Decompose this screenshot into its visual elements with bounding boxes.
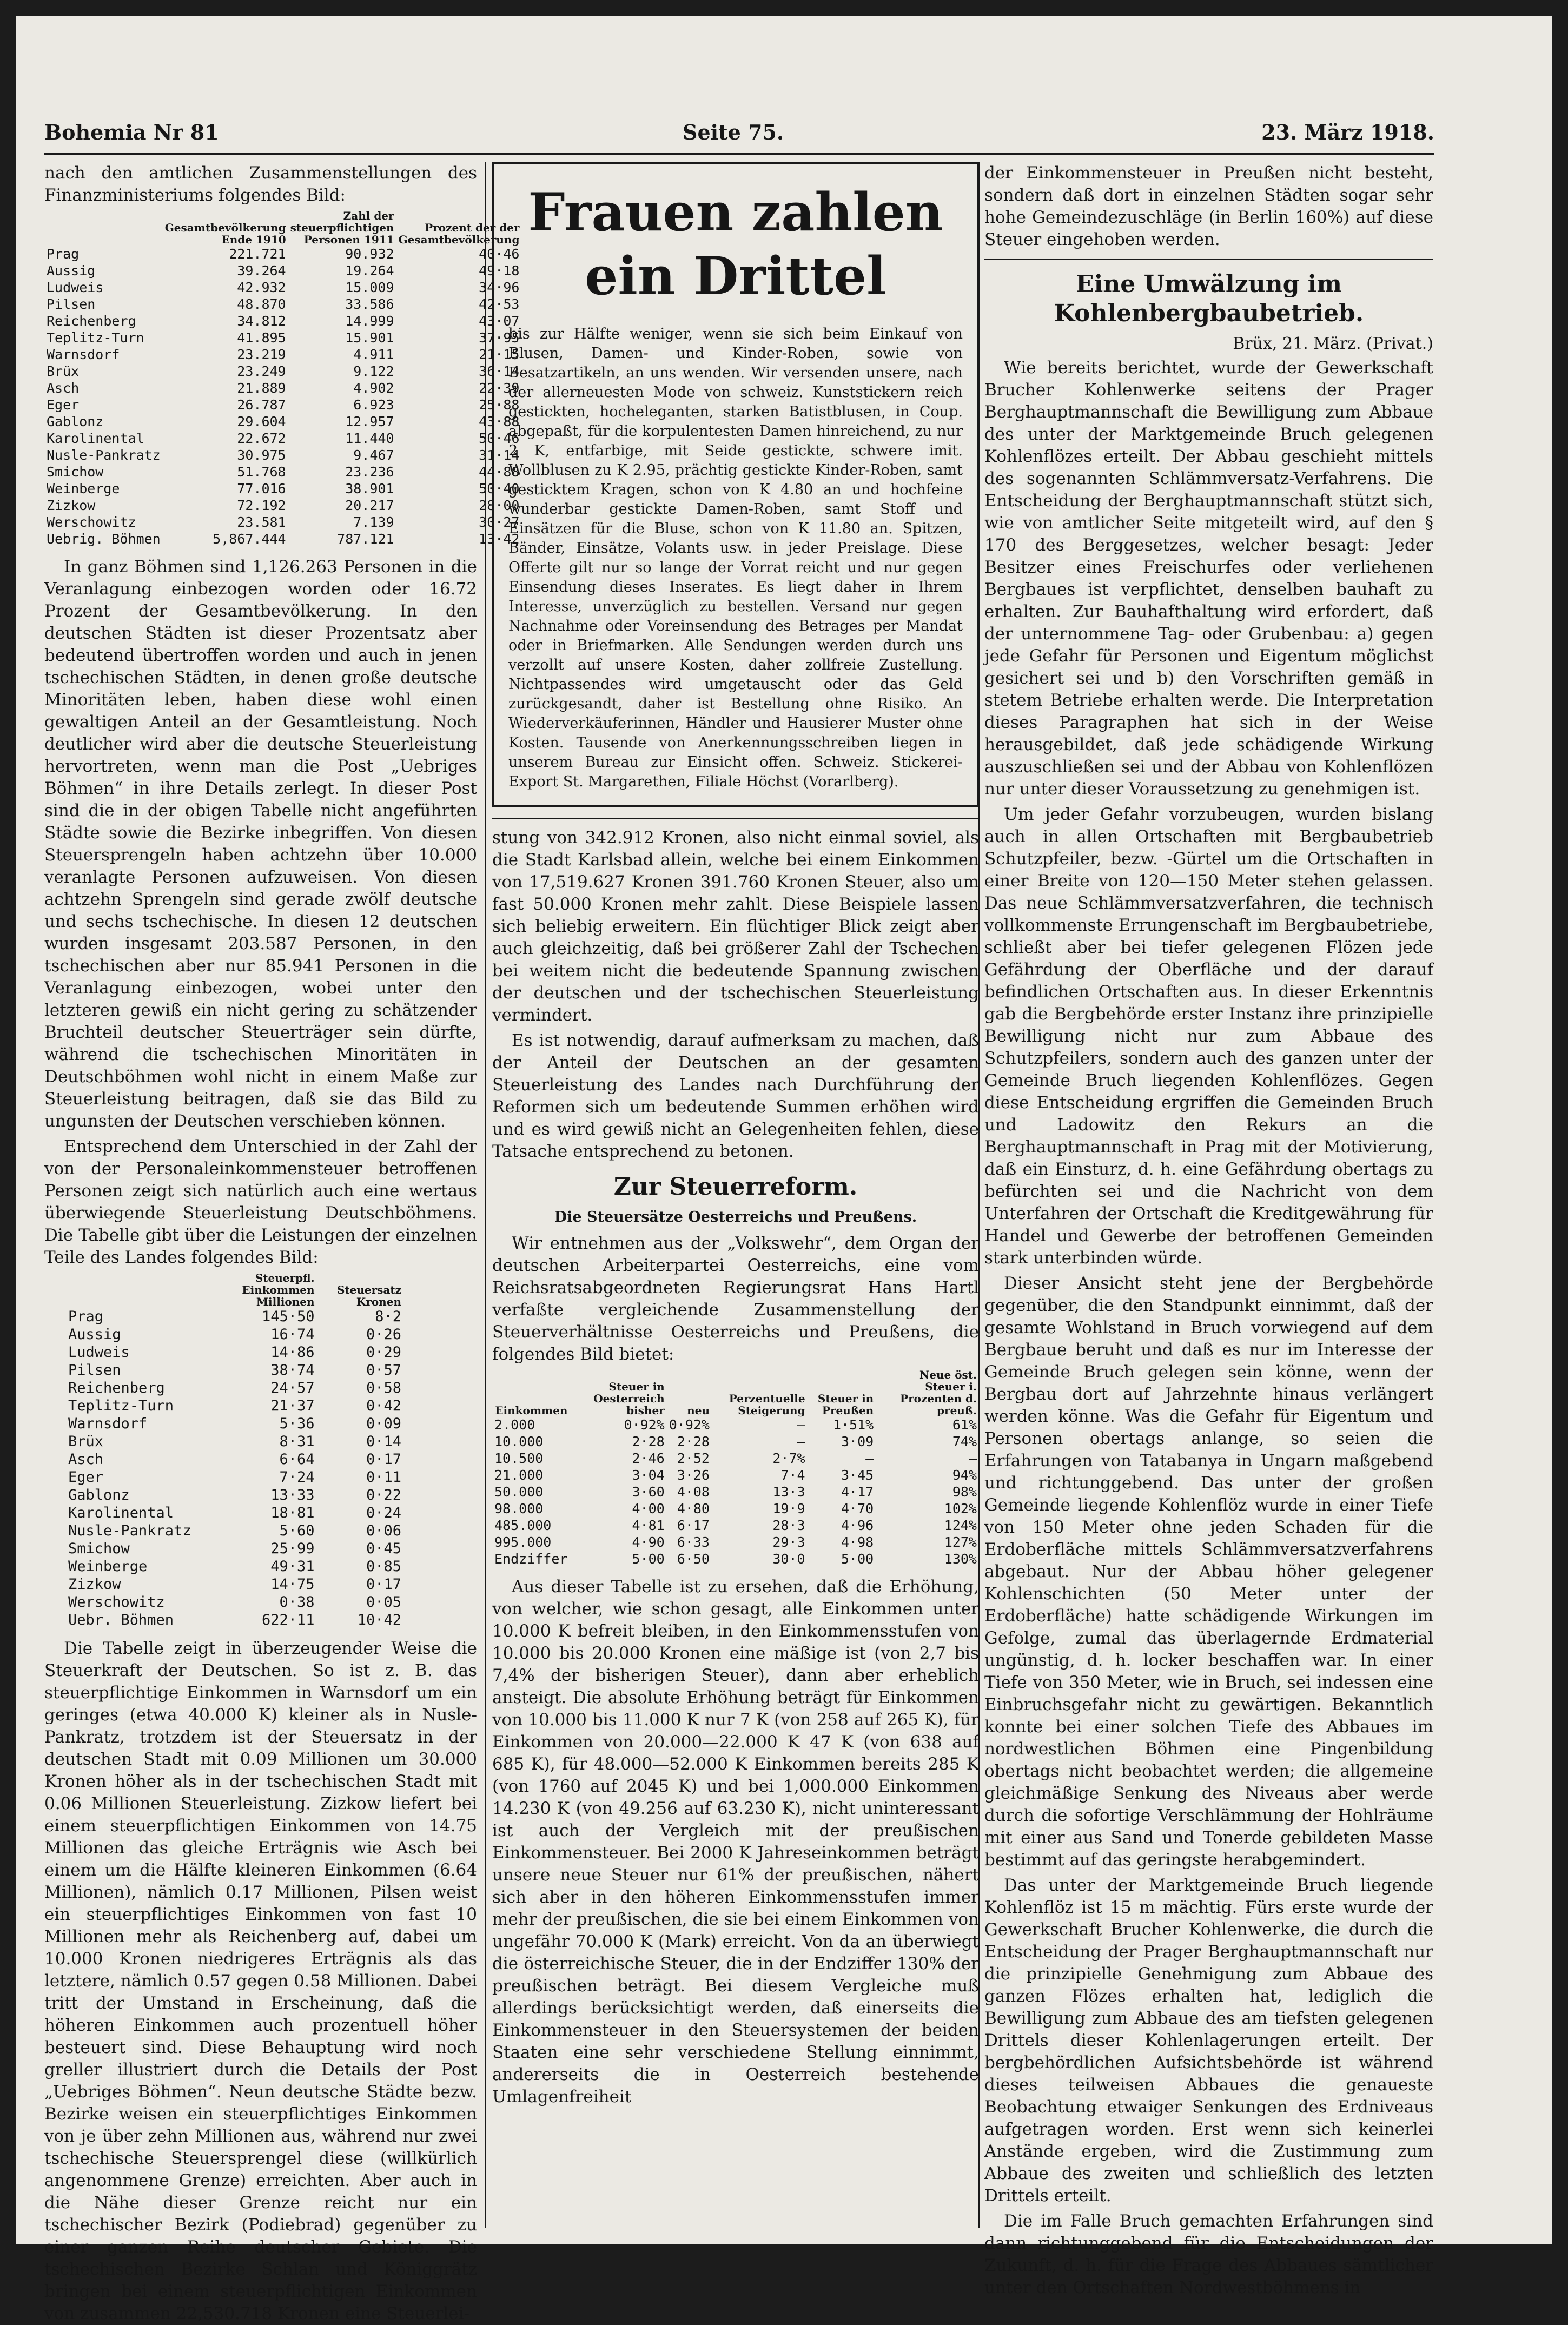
tax-comparison-table-row (492, 1433, 979, 1450)
income-table-cell: 8·2 (375, 1308, 401, 1325)
col2-paragraph-cont: stung von 342.912 Kronen, also nicht einmal soviel, als die Stadt Karlsbad allein, welche bei einem Einkommen von 17,519.627 Kronen 391.760 Kronen Steuer, also um fast 50.000 Kronen mehr zahlt. Diese Beispiele lassen sich beliebig erweitern. Ein flüchtiger Blick zeigt aber auch gleichzeitig, daß bei größerer Zahl der Tschechen bei weitem nicht die bedeutende Spannung zwischen der deutschen und der tschechischen Steuerleistung vermindert. (492, 828, 979, 1025)
header-rule (44, 153, 1434, 155)
income-table-body (66, 1308, 403, 1629)
income-table-cell: 145·50 (262, 1308, 315, 1325)
t1-h1: Gesamtbevölkerung Ende 1910 (164, 221, 286, 246)
income-table-cell: 21·37 (270, 1397, 315, 1414)
income-table-cell: Brüx (68, 1433, 104, 1450)
income-table-row (66, 1468, 403, 1486)
income-table-cell: Reichenberg (68, 1380, 165, 1396)
population-table-cell: 49·18 (479, 263, 520, 279)
population-table-cell: 41.895 (237, 330, 286, 346)
population-table-cell: 4.902 (353, 380, 394, 396)
population-table-cell: 51.768 (237, 464, 286, 480)
income-table-cell: 0·09 (366, 1415, 401, 1432)
population-table-cell: 6.923 (353, 397, 394, 413)
t2-h2: Steuersatz Kronen (336, 1283, 401, 1308)
col2-paragraph-cont-2: Es ist notwendig, darauf aufmerksam zu machen, daß der Anteil der Deutschen an der gesamten Steuerleistung des Landes nach Durchführung der Reformen sich um bedeutende Summen erhöhen wird und es wird gewiß nicht an Gelegenheiten fehlen, diese Tatsache entsprechend zu betonen. (492, 1031, 979, 1161)
population-table-cell: 26.787 (237, 397, 286, 413)
tax-comparison-table-cell: 3·45 (841, 1467, 874, 1483)
population-table-body (44, 246, 521, 547)
tax-comparison-table-cell: 4·90 (632, 1534, 665, 1550)
population-table-cell: 29.604 (237, 414, 286, 429)
tax-comparison-table-cell: 6·17 (677, 1518, 710, 1533)
t3-h3: Perzentuelle Steigerung (729, 1392, 805, 1417)
tax-comparison-table-cell: 5·00 (632, 1551, 665, 1567)
population-table-cell: 21·15 (479, 347, 520, 362)
tax-comparison-table-cell: 10.500 (494, 1450, 544, 1466)
population-table-cell: 9.122 (353, 363, 394, 379)
column-3 (984, 162, 1433, 2297)
population-table-cell: 23.581 (237, 514, 286, 530)
section-subtitle: Die Steuersätze Oesterreichs und Preußens. (554, 1209, 917, 1226)
tax-comparison-table-cell: 4·80 (677, 1501, 710, 1516)
section-heading-steuerreform: Zur Steuerreform. (613, 1173, 858, 1201)
income-table-row (66, 1450, 403, 1468)
population-table-cell: 13·42 (479, 531, 520, 547)
col1-paragraph-3: Die Tabelle zeigt in überzeugender Weise die Steuerkraft der Deutschen. So ist z. B. das steuerpflichtige Einkommen in Warnsdorf um ein geringes (etwa 40.000 K) kleiner als in Nusle-Pankratz, trotzdem ist der Steuersatz in der deutschen Stadt mit 0.09 Millionen um 30.000 Kronen höher als in der tschechischen Stadt mit 0.06 Millionen Steuerleistung. Zizkow liefert bei einem steuerpflichtigen Einkommen von 14.75 Millionen das gleiche Erträgnis wie Asch bei einem um die Hälfte kleineren Einkommen (6.64 Millionen), nämlich 0.17 Millionen, Pilsen weist ein steuerpflichtiges Einkommen von fast 10 Millionen mehr als Reichenberg auf, dabei um 10.000 Kronen niedrigeres Erträgnis als das letztere, nämlich 0.57 gegen 0.58 Millionen. Dabei tritt der Umstand in Erscheinung, daß die höheren Einkommen auch prozentuell höher besteuert sind. Diese Behauptung wird noch greller illustriert durch die Details der Post „Uebriges Böhmen“. Neun deutsche Städte bezw. Bezirke weisen ein steuerpflichtiges Einkommen von je über zehn Millionen aus, während nur zwei tschechische Steuersprengel diese (willkürlich angenommene Grenze) erreichten. Aber auch in die Nähe dieser Grenze reicht nur ein tschechischer Bezirk (Podiebrad) gegenüber zu einer ganzen Reihe deutscher Gebiete. Die tschechischen Bezirke Schlan und Königgrätz bringen bei einem steuerpflichtigen Einkommen von zusammen 22,530.718 Kronen eine Steuerlei- (44, 1639, 477, 2323)
tax-comparison-table-cell: — (865, 1450, 874, 1466)
population-table-cell: 221.721 (229, 246, 286, 262)
t2-h1: Steuerpfl. Einkommen Millionen (242, 1271, 315, 1308)
income-table-row (66, 1361, 403, 1379)
tax-comparison-table-cell: 0·92% (669, 1417, 710, 1433)
income-table-cell: Gablonz (68, 1487, 130, 1503)
tax-comparison-table-cell: 5·00 (841, 1551, 874, 1567)
population-table-cell: Asch (47, 380, 80, 396)
col3-paragraph-2: Um jeder Gefahr vorzubeugen, wurden bislang auch in allen Ortschaften mit Bergbaubetrieb Schutzpfeiler, bezw. -Gürtel um die Ortschaften in einer Breite von 120—150 Meter stehen gelassen. Das neue Schlämmversatzverfahren, die technisch vollkommenste Errungenschaft im Bergbaubetriebe, schließt aber bei tiefer gelegenen Flözen jede Gefährdung der Oberfläche und der darauf befindlichen Ortschaften aus. In dieser Erkenntnis gab die Bergbehörde erster Instanz ihre prinzipielle Bewilligung nicht nur zum Abbaue des Schutzpfeilers, sondern auch des ganzen unter der Gemeinde Bruch liegenden Kohlenflözes. Gegen diese Entscheidung ergriffen die Gemeinden Bruch und Ladowitz den Rekurs an die Berghauptmannschaft in Prag mit der Motivierung, daß ein Einsturz, d. h. eine Gefährdung obertags zu befürchten sei und die Nachricht von dem Unterfahren der Ortschaft die Kreditgewährung für Handel und Gewerbe der betroffenen Gemeinden stark unterbinden würde. (984, 805, 1433, 1268)
income-table-cell: 5·60 (279, 1522, 315, 1539)
income-table-cell: 5·36 (279, 1415, 315, 1432)
population-table-cell: 21.889 (237, 380, 286, 396)
income-table-row (66, 1593, 403, 1611)
population-table-cell: 5,867.444 (213, 531, 286, 547)
tax-comparison-table-cell: 30·0 (772, 1551, 805, 1567)
population-table-cell: 23.219 (237, 347, 286, 362)
population-table-row (44, 514, 521, 531)
tax-comparison-table-cell: 4·08 (677, 1484, 710, 1500)
tax-comparison-table-cell: 4·98 (841, 1534, 874, 1550)
population-table-cell: Prag (47, 246, 80, 262)
income-table-cell: 0·26 (366, 1326, 401, 1343)
tax-comparison-table-cell: 4·17 (841, 1484, 874, 1500)
population-table-cell: 20.217 (345, 498, 394, 513)
page-header (44, 114, 1434, 148)
tax-comparison-table-cell: 2·28 (677, 1434, 710, 1449)
income-table-row (66, 1397, 403, 1415)
col3-paragraph-1: Wie bereits berichtet, wurde der Gewerkschaft Brucher Kohlenwerke seitens der Prager Berghauptmannschaft die Bewilligung zum Abbaue des unter der Marktgemeinde Bruch gelegenen Kohlenflözes erteilt. Der Abbau geschieht mittels des sogenannten Schlämmversatz-Verfahrens. Die Entscheidung der Berghauptmannschaft stützt sich, wie von amtlicher Seite mitgeteilt wird, auf den § 170 des Berggesetzes, welcher besagt: Jeder Besitzer eines Freischurfes oder verliehenen Bergbaues ist verpflichtet, denselben bauhaft zu erhalten. Zur Bauhafthaltung wird erfordert, daß der unternommene Tag- oder Grubenbau: a) gegen jede Gefahr für Personen und Eigentum möglichst gesichert sei und b) den Vorschriften gemäß in stetem Betriebe erhalten werde. Die Interpretation dieses Paragraphen hat sich in der Weise herausgebildet, daß jede schädigende Wirkung auszuschließen sei und der Abbau von Kohlenflözen nur unter dieser Voraussetzung zu genehmigen ist. (984, 358, 1433, 799)
population-table-row (44, 346, 521, 363)
income-table-row (66, 1326, 403, 1343)
tax-comparison-table (492, 1369, 979, 1567)
population-table-cell: Reichenberg (47, 313, 136, 329)
population-table-cell: 34.812 (237, 313, 286, 329)
tax-comparison-table-cell: 98% (952, 1484, 977, 1500)
tax-comparison-table-cell: 3·60 (632, 1484, 665, 1500)
population-table-cell: Aussig (47, 263, 96, 279)
income-table-row (66, 1575, 403, 1593)
tax-comparison-table-cell: 6·33 (677, 1534, 710, 1550)
tax-comparison-table-cell: 4·81 (632, 1518, 665, 1533)
population-table-cell: Karolinental (47, 430, 144, 446)
population-table-cell: 72.192 (237, 498, 286, 513)
population-table-cell: 43·88 (479, 414, 520, 429)
population-table-cell: 11.440 (345, 430, 394, 446)
population-table-cell: 19.264 (345, 263, 394, 279)
income-table-cell: Ludweis (68, 1344, 130, 1361)
population-table-cell: 12.957 (345, 414, 394, 429)
tax-comparison-table-row (492, 1534, 979, 1551)
t3-h0: Einkommen (495, 1404, 568, 1417)
income-table-cell: Karolinental (68, 1505, 174, 1521)
t3-h1: Steuer in Oesterreich bisher (593, 1380, 665, 1417)
tax-comparison-table-cell: 29·3 (772, 1534, 805, 1550)
population-table-cell: Teplitz-Turn (47, 330, 144, 346)
income-table-cell: 0·17 (366, 1451, 401, 1468)
income-table-cell: 38·74 (270, 1362, 315, 1379)
tax-comparison-table-cell: 3·26 (677, 1467, 710, 1483)
tax-comparison-table-cell: 3·09 (841, 1434, 874, 1449)
income-table-cell: 18·81 (270, 1505, 315, 1521)
income-table-cell: 0·85 (366, 1558, 401, 1575)
income-table-cell: Aussig (68, 1326, 121, 1343)
population-table-cell: 33.586 (345, 296, 394, 312)
tax-comparison-table-cell: 4·96 (841, 1518, 874, 1533)
population-table-cell: 23.236 (345, 464, 394, 480)
population-table-cell: 48.870 (237, 296, 286, 312)
population-table-cell: Ludweis (47, 280, 104, 295)
income-table-cell: 0·58 (366, 1380, 401, 1396)
income-table-cell: 0·57 (366, 1362, 401, 1379)
population-table-row (44, 380, 521, 396)
col3-paragraph-5: Die im Falle Bruch gemachten Erfahrungen sind dann richtunggebend für die Entscheidungen der Zukunft, d. h. für die Frage des Abbaues sämtlicher unter den Ortschaften Nordwestböhmens in (984, 2211, 1433, 2297)
section-heading-kohlenbergbau: Eine Umwälzung im Kohlenbergbaubetrieb. (1054, 270, 1364, 327)
tax-comparison-table-row (492, 1551, 979, 1567)
population-table-cell: 30·27 (479, 514, 520, 530)
tax-comparison-table-cell: 0·92% (624, 1417, 665, 1433)
t2-h0 (66, 1272, 194, 1308)
tax-comparison-table-cell: 6·50 (677, 1551, 710, 1567)
col3-separator (984, 259, 1433, 260)
col1-intro: nach den amtlichen Zusammenstellungen des Finanzministeriums folgendes Bild: (44, 163, 477, 205)
col1-paragraph-2: Entsprechend dem Unterschied in der Zahl der von der Personaleinkommensteuer betroffenen Personen zeigt sich natürlich auch eine wertaus überwiegende Steuerleistung Deutschböhmens. Die Tabelle gibt über die Leistungen der einzelnen Teile des Landes folgendes Bild: (44, 1137, 477, 1267)
tax-comparison-table-cell: 4·70 (841, 1501, 874, 1516)
tax-comparison-table-body (492, 1416, 979, 1567)
population-table-cell: 39.264 (237, 263, 286, 279)
population-table-cell: 50·40 (479, 481, 520, 496)
population-table-cell: 50·46 (479, 430, 520, 446)
income-table-cell: 0·14 (366, 1433, 401, 1450)
ad-text: bis zur Hälfte weniger, wenn sie sich beim Einkauf von Blusen, Damen- und Kinder-Roben, sowie von Besatzartikeln, an uns wenden. Wir versenden unsere, nach der allerneuesten Mode von schweiz. Kunststickern reich gestickten, hocheleganten, starken Batistblusen, in Coup. abgepaßt, für die korpulentesten Damen hinreichend, zu nur 2 K, entfarbige, mit Seide gestickte, schwere imit. Wollblusen zu K 2.95, prächtig gestickte Kinder-Roben, samt gesticktem Kragen, schon von K 4.80 an und hochfeine wunderbar gestickte Damen-Roben, samt Stoff und Einsätzen für die Bluse, schon von K 11.80 an. Spitzen, Bänder, Einsätze, Volants usw. in jeder Preislage. Diese Offerte gilt nur so lange der Vorrat reicht und nur gegen Einsendung dieses Inserates. Es liegt daher in Ihrem Interesse, unverzüglich zu bestellen. Versand nur gegen Nachnahme oder Voreinsendung des Betrages per Mandat oder in Briefmarken. Alle Sendungen werden durch uns verzollt auf unsere Kosten, daher zollfreie Zustellung. Nichtpassendes wird umgetauscht oder das Geld zurückgesandt, daher ist Bestellung ohne Risiko. An Wiederverkäuferinnen, Händler und Hausierer Muster ohne Kosten. Tausende von Anerkennungsschreiben liegen in unserem Bureau zur Einsicht offen. Schweiz. Stickerei-Export St. Margarethen, Filiale Höchst (Vorarlberg). (508, 326, 963, 790)
income-table-cell: 49·31 (270, 1558, 315, 1575)
tax-comparison-table-cell: 2.000 (494, 1417, 535, 1433)
income-table-cell: Teplitz-Turn (68, 1397, 174, 1414)
tax-comparison-table-cell: 19·9 (772, 1501, 805, 1516)
income-table-cell: Weinberge (68, 1558, 148, 1575)
tax-comparison-table-cell: 61% (952, 1417, 977, 1433)
income-table-cell: Uebr. Böhmen (68, 1612, 174, 1628)
tax-comparison-table-cell: 28·3 (772, 1518, 805, 1533)
income-table-row (66, 1540, 403, 1558)
population-table-cell: 15.009 (345, 280, 394, 295)
income-table-cell: Smichow (68, 1540, 130, 1557)
tax-comparison-table-cell: 2·46 (632, 1450, 665, 1466)
population-table-row (44, 396, 521, 413)
population-table-cell: 36·14 (479, 363, 520, 379)
t1-h3: Prozent der der Gesamtbevölkerung (398, 221, 520, 246)
tax-comparison-table-cell: 21.000 (494, 1467, 544, 1483)
tax-comparison-table-row (492, 1517, 979, 1534)
income-table-cell: 0·22 (366, 1487, 401, 1503)
col3-paragraph-3: Dieser Ansicht steht jene der Bergbehörde gegenüber, die den Standpunkt einnimmt, daß der gesamte Wohlstand in Bruch vorwiegend auf dem Bergbaue beruht und daß es nur im Interesse der Gemeinde Bruch gelegen sein könne, wenn der Bergbau dort auf Jahrzehnte hinaus verlängert werden könne. Was die Gefahr für Eigentum und Personen obertags anlange, so seien die Erfahrungen von Tatabanya in Ungarn maßgebend und richtunggebend. Das unter der großen Gemeinde liegende Kohlenflöz wurde in einer Tiefe von 150 Meter ohne jeden Schaden für die Erdoberfläche mittels Schlämmversatzverfahrens abgebaut. Nur der Abbau höher gelegener Kohlenschichten (50 Meter unter der Erdoberfläche) hatte schädigende Wirkungen im Gefolge, zumal das überlagernde Erdmaterial ungünstig, d. h. locker beschaffen war. In einer Tiefe von 350 Meter, wie in Bruch, sei indessen eine Einbruchsgefahr nicht zu gewärtigen. Bekanntlich konnte bei einer solchen Tiefe des Abbaues im nordwestlichen Böhmen eine Pingenbildung obertags nicht beobachtet werden; die allgemeine gleichmäßige Senkung des Niveaus aber werde durch die sofortige Verschlämmung der Hohlräume mit einer aus Sand und Tonerde gebildeten Masse bestimmt auf das geringste herabgemindert. (984, 1274, 1433, 1870)
population-table-row (44, 329, 521, 346)
population-table-cell: 4.911 (353, 347, 394, 362)
income-table-cell: 24·57 (270, 1380, 315, 1396)
header-page-number: Seite 75. (683, 120, 784, 144)
tax-comparison-table-row (492, 1416, 979, 1433)
header-publication: Bohemia Nr 81 (44, 120, 219, 144)
tax-comparison-table-row (492, 1500, 979, 1517)
tax-comparison-table-cell: 50.000 (494, 1484, 544, 1500)
income-table-cell: 13·33 (270, 1487, 315, 1503)
col1-paragraph-1: In ganz Böhmen sind 1,126.263 Personen in die Veranlagung einbezogen worden oder 16.72 Prozent der Gesamtbevölkerung. In den deutschen Städten ist dieser Prozentsatz aber bedeutend übertroffen worden und auch in jenen tschechischen Städten, in denen große deutsche Minoritäten leben, haben diese wohl einen gewaltigen Anteil an der Gesamtleistung. Noch deutlicher wird aber die deutsche Steuerleistung hervortreten, wenn man die Post „Uebriges Böhmen“ in ihre Details zerlegt. In dieser Post sind die in der obigen Tabelle nicht angeführten Städte sowie die Bezirke inbegriffen. Von diesen Steuersprengeln haben achtzehn über 10.000 veranlagte Personen aufzuweisen. Von diesen achtzehn Sprengeln sind gerade zwölf deutsche und sechs tschechische. In diesen 12 deutschen wurden insgesamt 203.587 Personen, in den tschechischen aber nur 85.941 Personen in die Veranlagung einbezogen, wobei unter den letzteren gewiß ein nicht gering zu schätzender Bruchteil deutscher Steuerträger sein dürfte, während die tschechischen Minoritäten in Deutschböhmen wohl nicht in einem Maße zur Steuerleistung beitragen, daß sie das Bild zu ungunsten der Deutschen verschieben können. (44, 557, 477, 1131)
t3-h2: neu (687, 1404, 710, 1417)
income-table-row (66, 1558, 403, 1575)
advertisement-box (492, 162, 979, 807)
income-table-row (66, 1379, 403, 1397)
income-table-cell: Pilsen (68, 1362, 121, 1379)
tax-comparison-table-cell: Endziffer (494, 1551, 568, 1567)
income-table-cell: Eger (68, 1469, 104, 1486)
income-table-cell: Werschowitz (68, 1594, 165, 1611)
income-table (66, 1272, 403, 1629)
col2-paragraph-4: Wir entnehmen aus der „Volkswehr“, dem Organ der deutschen Arbeiterpartei Oesterreichs, eine vom Reichsratsabgeordneten Regierungsrat Hans Hartl verfaßte vergleichende Zusammenstellung der Steuerverhältnisse Oesterreichs und Preußens, die folgendes Bild bietet: (492, 1234, 979, 1364)
population-table-cell: 37·95 (479, 330, 520, 346)
income-table-cell: 0·17 (366, 1576, 401, 1593)
t3-h5: Neue öst. Steuer i. Prozenten d. preuß. (900, 1368, 977, 1417)
income-table-cell: 0·38 (279, 1594, 315, 1611)
tax-comparison-table-cell: — (797, 1417, 805, 1433)
population-table-row (44, 480, 521, 497)
population-table-cell: 14.999 (345, 313, 394, 329)
income-table-cell: 7·24 (279, 1469, 315, 1486)
col3-paragraph-top: der Einkommensteuer in Preußen nicht besteht, sondern daß dort in einzelnen Städten sogar sehr hohe Gemeindezuschläge (in Berlin 160%) auf diese Steuer eingehoben werden. (984, 163, 1433, 249)
tax-comparison-table-row (492, 1483, 979, 1500)
income-table-cell: 0·42 (366, 1397, 401, 1414)
header-date: 23. März 1918. (1261, 120, 1434, 144)
income-table-row (66, 1504, 403, 1522)
tax-comparison-table-cell: 2·28 (632, 1434, 665, 1449)
population-table-row (44, 363, 521, 380)
population-table-cell: 28·00 (479, 498, 520, 513)
tax-comparison-table-cell: 98.000 (494, 1501, 544, 1516)
tax-comparison-table-cell: 4·00 (632, 1501, 665, 1516)
income-table-cell: Prag (68, 1308, 104, 1325)
income-table-cell: 0·24 (366, 1505, 401, 1521)
population-table-cell: 42.932 (237, 280, 286, 295)
population-table-row (44, 279, 521, 296)
population-table-cell: Pilsen (47, 296, 96, 312)
population-table-cell: Warnsdorf (47, 347, 120, 362)
income-table-cell: 16·74 (270, 1326, 315, 1343)
column-2 (492, 162, 979, 2228)
population-table-cell: 40·46 (479, 246, 520, 262)
tax-comparison-table-cell: 10.000 (494, 1434, 544, 1449)
population-table-row (44, 447, 521, 463)
population-table-row (44, 531, 521, 547)
tax-comparison-table-cell: 3·04 (632, 1467, 665, 1483)
dateline: Brüx, 21. März. (Privat.) (1233, 334, 1433, 353)
population-table-cell: 22·39 (479, 380, 520, 396)
income-table-cell: 0·05 (366, 1594, 401, 1611)
tax-comparison-table-cell: — (968, 1450, 977, 1466)
population-table-cell: 90.932 (345, 246, 394, 262)
tax-comparison-table-cell: 102% (944, 1501, 977, 1516)
col3-paragraph-4: Das unter der Marktgemeinde Bruch liegende Kohlenflöz ist 15 m mächtig. Fürs erste wurde der Gewerkschaft Brucher Kohlenwerke, die durch die Entscheidung der Prager Berghauptmannschaft nur die prinzipielle Genehmigung zum Abbaue des ganzen Flözes erhalten hat, lediglich die Bewilligung zum Abbaue des am tiefsten gelegenen Drittels dieser Kohlenlagerungen erteilt. Der bergbehördlichen Aufsichtsbehörde ist während dieses teilweisen Abbaues die genaueste Beobachtung etwaiger Senkungen des Erdniveaus aufgetragen worden. Erst wenn sich keinerlei Anstände ergeben, wird die Zustimmung zum Abbaue des zweiten und schließlich des letzten Drittels erteilt. (984, 1876, 1433, 2205)
population-table-cell: Eger (47, 397, 80, 413)
population-table-row (44, 497, 521, 514)
population-table-cell: Smichow (47, 464, 104, 480)
income-table-cell: 622·11 (262, 1612, 315, 1628)
income-table-row (66, 1343, 403, 1361)
population-table-cell: Gablonz (47, 414, 104, 429)
income-table-row (66, 1611, 403, 1629)
population-table-cell: 77.016 (237, 481, 286, 496)
population-table-row (44, 313, 521, 329)
population-table-cell: 44·88 (479, 464, 520, 480)
income-table-cell: 0·45 (366, 1540, 401, 1557)
population-table-cell: Uebrig. Böhmen (47, 531, 161, 547)
ad-headline: Frauen zahlen ein Drittel (528, 182, 943, 307)
population-table-cell: Weinberge (47, 481, 120, 496)
t1-h0 (44, 210, 163, 246)
tax-comparison-table-cell: 74% (952, 1434, 977, 1449)
population-table-cell: 25·88 (479, 397, 520, 413)
population-table-cell: 34·96 (479, 280, 520, 295)
tax-comparison-table-row (492, 1467, 979, 1483)
tax-comparison-table-cell: 124% (944, 1518, 977, 1533)
tax-comparison-table-cell: 13·3 (772, 1484, 805, 1500)
newspaper-page (16, 16, 1552, 2323)
population-table-row (44, 430, 521, 447)
tax-comparison-table-cell: 995.000 (494, 1534, 552, 1550)
t3-h4: Steuer in Preußen (817, 1392, 874, 1417)
population-table (44, 210, 521, 547)
income-table-row (66, 1486, 403, 1504)
population-table-row (44, 296, 521, 313)
income-table-cell: Zizkow (68, 1576, 121, 1593)
tax-comparison-table-cell: 2·7% (772, 1450, 805, 1466)
population-table-row (44, 262, 521, 279)
income-table-cell: 25·99 (270, 1540, 315, 1557)
population-table-row (44, 246, 521, 262)
population-table-cell: Zizkow (47, 498, 96, 513)
tax-comparison-table-cell: 7·4 (780, 1467, 805, 1483)
population-table-row (44, 463, 521, 480)
population-table-cell: Werschowitz (47, 514, 136, 530)
population-table-cell: 31·14 (479, 447, 520, 463)
population-table-cell: 43·07 (479, 313, 520, 329)
income-table-cell: 14·86 (270, 1344, 315, 1361)
col2-paragraph-5: Aus dieser Tabelle ist zu ersehen, daß die Erhöhung, von welcher, wie schon gesagt, alle Einkommen unter 10.000 K befreit bleiben, in den Einkommensstufen von 10.000 bis 20.000 Kronen eine mäßige ist (von 2,7 bis 7,4% der bisherigen Steuer), dann aber erheblich ansteigt. Die absolute Erhöhung beträgt für Einkommen von 10.000 bis 11.000 K nur 7 K (von 258 auf 265 K), für Einkommen von 20.000—22.000 K 47 K (von 638 auf 685 K), für 48.000—52.000 K Einkommen bereits 285 K (von 1760 auf 2045 K) und bei 1,000.000 Einkommen 14.230 K (von 49.256 auf 63.230 K), nicht uninteressant ist auch der Vergleich mit der preußischen Einkommensteuer. Bei 2000 K Jahreseinkommen beträgt unsere neue Steuer nur 61% der preußischen, nähert sich aber in den höheren Einkommensstufen immer mehr der preußischen, die sie bei einem Einkommen von ungefähr 70.000 K (Mark) erreicht. Von da an überwiegt die österreichische Steuer, die in der Endziffer 130% der preußischen beträgt. Bei diesem Vergleiche muß allerdings berücksichtigt werden, daß einerseits die Einkommensteuer in den Steuersystemen der beiden Staaten eine sehr verschiedene Stellung einnimmt, andererseits die in Oesterreich bestehende Umlagenfreiheit (492, 1577, 979, 2107)
tax-comparison-table-cell: — (797, 1434, 805, 1449)
income-table-row (66, 1433, 403, 1450)
population-table-row (44, 413, 521, 430)
tax-comparison-table-cell: 130% (944, 1551, 977, 1567)
population-table-cell: 23.249 (237, 363, 286, 379)
population-table-cell: 7.139 (353, 514, 394, 530)
t1-h2: Zahl der steuerpflichtigen Personen 1911 (290, 209, 394, 246)
tax-comparison-table-cell: 2·52 (677, 1450, 710, 1466)
income-table-cell: 0·06 (366, 1522, 401, 1539)
population-table-cell: 9.467 (353, 447, 394, 463)
ad-separator (492, 818, 979, 819)
population-table-cell: 787.121 (337, 531, 394, 547)
income-table-cell: 14·75 (270, 1576, 315, 1593)
income-table-cell: 8·31 (279, 1433, 315, 1450)
income-table-cell: Warnsdorf (68, 1415, 148, 1432)
population-table-cell: 38.901 (345, 481, 394, 496)
tax-comparison-table-cell: 485.000 (494, 1518, 552, 1533)
population-table-cell: 15.901 (345, 330, 394, 346)
tax-comparison-table-cell: 127% (944, 1534, 977, 1550)
population-table-cell: Nusle-Pankratz (47, 447, 161, 463)
income-table-row (66, 1522, 403, 1540)
population-table-cell: 22.672 (237, 430, 286, 446)
income-table-cell: 0·11 (366, 1469, 401, 1486)
tax-comparison-table-cell: 1·51% (832, 1417, 874, 1433)
population-table-cell: Brüx (47, 363, 80, 379)
income-table-cell: 0·29 (366, 1344, 401, 1361)
tax-comparison-table-cell: 94% (952, 1467, 977, 1483)
population-table-cell: 42·53 (479, 296, 520, 312)
income-table-row (66, 1308, 403, 1326)
population-table-cell: 30.975 (237, 447, 286, 463)
income-table-cell: Asch (68, 1451, 104, 1468)
income-table-row (66, 1415, 403, 1433)
tax-comparison-table-row (492, 1450, 979, 1467)
income-table-cell: 10·42 (357, 1612, 401, 1628)
income-table-cell: 6·64 (279, 1451, 315, 1468)
income-table-cell: Nusle-Pankratz (68, 1522, 191, 1539)
